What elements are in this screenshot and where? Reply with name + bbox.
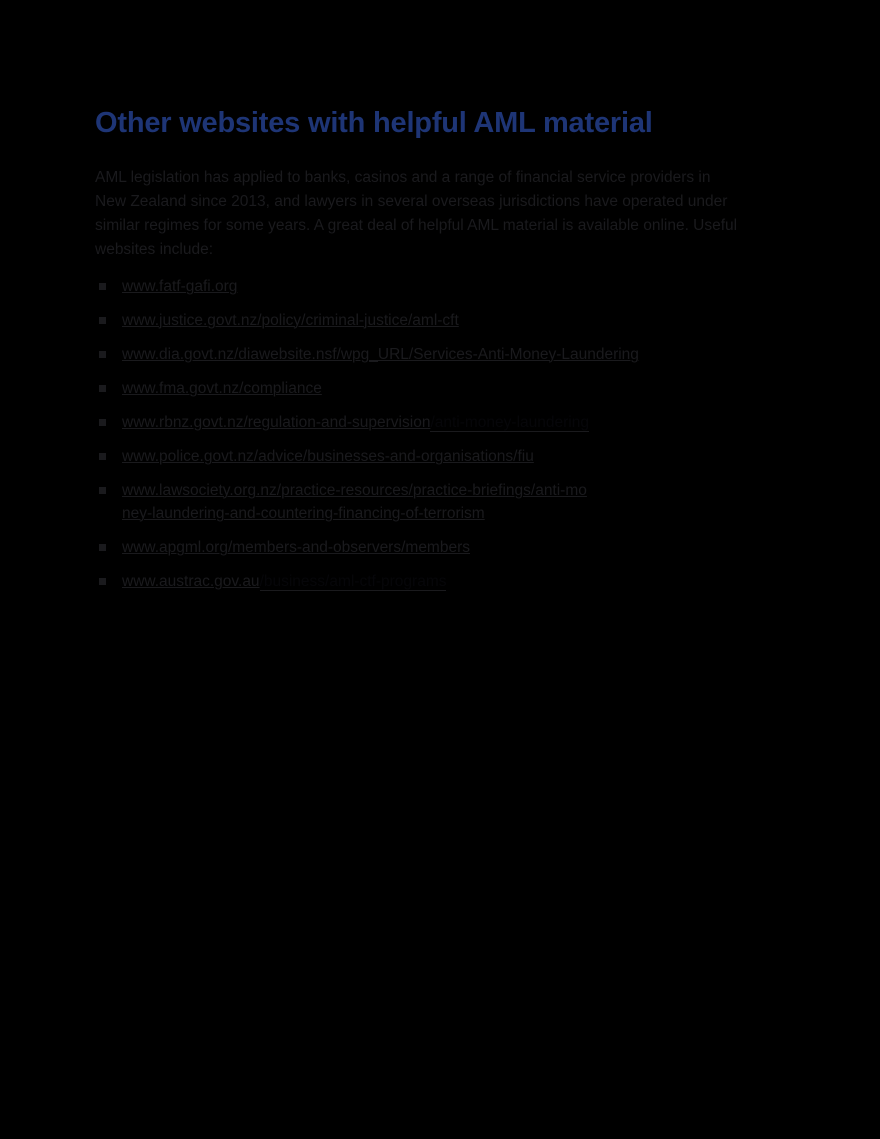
list-item xyxy=(95,570,740,593)
aml-link[interactable]: www.dia.govt.nz/diawebsite.nsf/wpg_URL/Services-Anti-Money-Laundering xyxy=(122,346,639,363)
intro-paragraph: AML legislation has applied to banks, casinos and a range of financial service providers in New Zealand since 2013, and lawyers in several overseas jurisdictions have operated under similar regimes for some years. A great deal of helpful AML material is available online. Useful websites include: xyxy=(95,169,738,258)
aml-link[interactable]: www.lawsociety.org.nz/practice-resources/practice-briefings/anti-money-laundering-and-countering-financing-of-terrorism xyxy=(122,482,587,522)
bullet-icon xyxy=(99,283,106,290)
aml-links-list xyxy=(95,275,740,593)
bullet-icon xyxy=(99,351,106,358)
list-item xyxy=(95,275,740,298)
list-item xyxy=(95,309,740,332)
aml-link-tail[interactable]: /anti-money-laundering xyxy=(430,414,589,431)
aml-link-tail[interactable]: /business/aml-ctf-programs xyxy=(259,573,447,590)
bullet-icon xyxy=(99,578,106,585)
aml-link[interactable]: www.apgml.org/members-and-observers/members xyxy=(122,539,471,556)
aml-link[interactable]: www.fma.govt.nz/compliance xyxy=(122,380,322,397)
list-item xyxy=(95,445,740,468)
bullet-icon xyxy=(99,544,106,551)
document-page xyxy=(95,106,740,604)
aml-link[interactable]: www.justice.govt.nz/policy/criminal-justice/aml-cft xyxy=(122,312,459,329)
aml-link[interactable]: www.fatf-gafi.org xyxy=(122,278,238,295)
list-item xyxy=(95,411,740,434)
page-title: Other websites with helpful AML material xyxy=(95,107,653,139)
list-item xyxy=(95,343,740,366)
bullet-icon xyxy=(99,419,106,426)
bullet-icon xyxy=(99,385,106,392)
list-item xyxy=(95,377,740,400)
bullet-icon xyxy=(99,453,106,460)
list-item xyxy=(95,479,740,525)
bullet-icon xyxy=(99,487,106,494)
aml-link[interactable]: www.rbnz.govt.nz/regulation-and-supervision xyxy=(122,414,431,431)
list-item xyxy=(95,536,740,559)
aml-link[interactable]: www.austrac.gov.au xyxy=(122,573,260,590)
bullet-icon xyxy=(99,317,106,324)
aml-link[interactable]: www.police.govt.nz/advice/businesses-and-organisations/fiu xyxy=(122,448,534,465)
